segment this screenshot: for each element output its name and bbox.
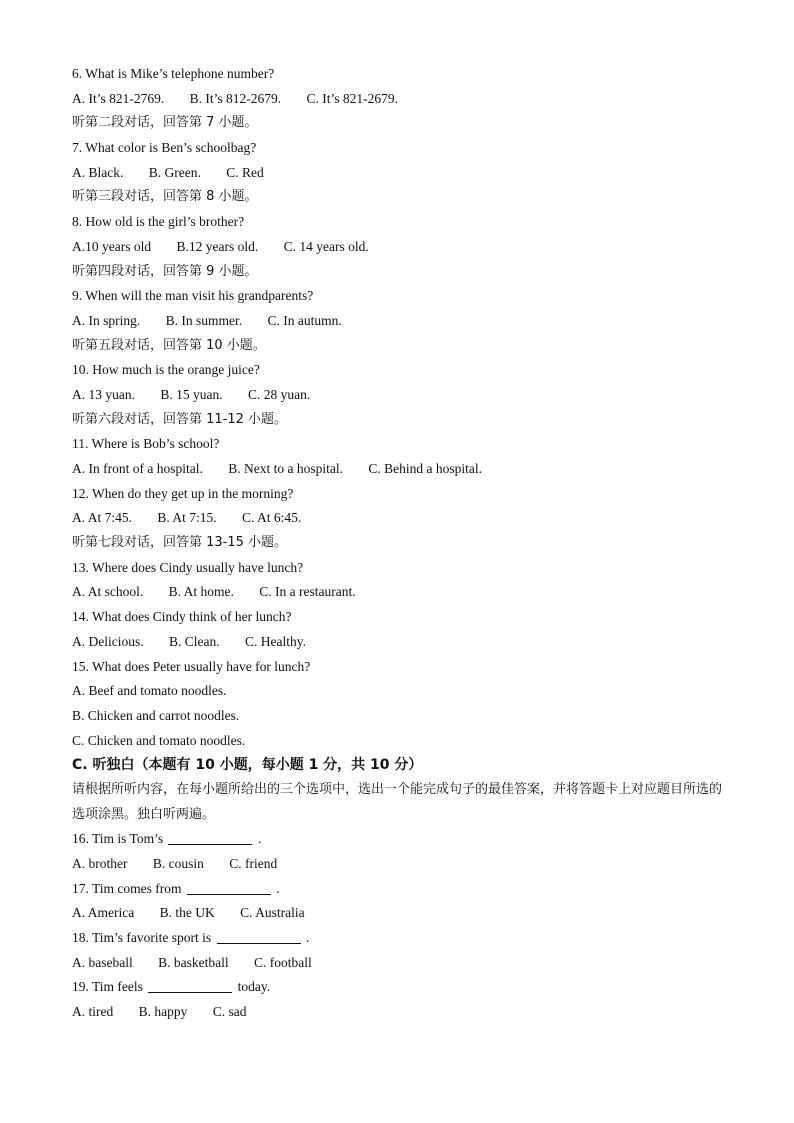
question-8-stem: 8. How old is the girl’s brother?	[72, 214, 245, 230]
option-c: C. In a restaurant.	[259, 584, 356, 600]
option-b: B. At 7:15.	[157, 510, 217, 526]
option-b: B. It’s 812-2679.	[189, 90, 282, 106]
question-15-stem: 15. What does Peter usually have for lunch?	[72, 658, 311, 674]
option-a: A. Black.	[72, 164, 124, 180]
option-c: C. 28 yuan.	[248, 386, 311, 402]
option-c: C. football	[253, 954, 312, 970]
question-15-option-b: B. Chicken and carrot noodles.	[72, 707, 240, 723]
stem-text: 16. Tim is Tom’s	[72, 831, 164, 847]
question-17-stem	[72, 877, 722, 902]
dialogue-3-intro: 听第三段对话，回答第 8 小题。	[72, 189, 258, 205]
option-c: C. 14 years old.	[283, 238, 369, 254]
section-c-title: C. 听独白（本题有 10 小题，每小题 1 分，共 10 分）	[72, 757, 423, 774]
answer-blank	[187, 880, 271, 895]
option-c: C. Behind a hospital.	[368, 461, 482, 476]
question-6-options	[72, 87, 722, 112]
option-a: A. In spring.	[72, 312, 141, 328]
dialogue-7-intro: 听第七段对话，回答第 13-15 小题。	[72, 535, 288, 551]
question-11-options	[72, 457, 722, 482]
stem-end: .	[276, 880, 280, 896]
section-c-instruction: 请根据所听内容，在每小题所给出的三个选项中，选出一个能完成句子的最佳答案，并将答题卡上对应题目所选的选项涂黑。独白听两遍。	[72, 781, 723, 822]
option-b: B. basketball	[158, 954, 229, 970]
option-b: B. Next to a hospital.	[228, 461, 343, 476]
question-9-options	[72, 309, 722, 334]
answer-blank	[168, 830, 252, 845]
option-c: C. At 6:45.	[242, 510, 302, 526]
question-16-options	[72, 852, 722, 877]
stem-end: today.	[237, 979, 271, 995]
option-b: B. happy	[138, 1004, 188, 1020]
question-11-stem: 11. Where is Bob’s school?	[72, 436, 220, 452]
answer-blank	[148, 978, 232, 993]
question-12-stem: 12. When do they get up in the morning?	[72, 485, 294, 501]
option-b: B. Green.	[148, 164, 201, 180]
question-17-options	[72, 901, 722, 926]
question-13-options	[72, 580, 722, 605]
question-10-options	[72, 383, 722, 408]
question-13-stem: 13. Where does Cindy usually have lunch?	[72, 559, 304, 575]
option-b: B. the UK	[159, 905, 215, 921]
question-10-stem: 10. How much is the orange juice?	[72, 362, 260, 378]
option-b: B. In summer.	[165, 312, 243, 328]
dialogue-2-intro: 听第二段对话，回答第 7 小题。	[72, 115, 258, 131]
question-14-options	[72, 630, 722, 655]
option-b: B. Clean.	[169, 633, 220, 649]
stem-end: .	[257, 831, 262, 847]
question-15-option-a: A. Beef and tomato noodles.	[72, 683, 227, 699]
option-a: A. 13 yuan.	[72, 386, 135, 402]
question-8-options	[72, 235, 722, 260]
option-c: C. In autumn.	[267, 312, 342, 328]
option-a: A. Delicious.	[72, 633, 144, 649]
question-19-options	[72, 1000, 722, 1025]
option-b: B.12 years old.	[176, 238, 259, 254]
option-c: C. Australia	[240, 905, 305, 921]
option-a: A. At school.	[72, 584, 144, 600]
option-a: A. baseball	[72, 954, 133, 970]
question-15-option-c: C. Chicken and tomato noodles.	[72, 732, 246, 748]
stem-text: 17. Tim comes from	[72, 880, 182, 896]
dialogue-4-intro: 听第四段对话，回答第 9 小题。	[72, 263, 258, 279]
option-a: A. America	[72, 905, 135, 921]
question-18-options	[72, 951, 722, 976]
option-a: A.10 years old	[72, 238, 152, 254]
option-a: A. brother	[72, 856, 128, 872]
question-18-stem	[72, 926, 722, 951]
option-c: C. friend	[229, 856, 278, 872]
dialogue-6-intro: 听第六段对话，回答第 11-12 小题。	[72, 411, 288, 427]
question-7-options	[72, 161, 722, 186]
question-16-stem	[72, 827, 722, 852]
question-19-stem	[72, 975, 722, 1000]
option-b: B. At home.	[168, 584, 234, 600]
stem-text: 19. Tim feels	[72, 979, 143, 995]
option-c: C. Red	[226, 164, 264, 180]
question-7-stem: 7. What color is Ben’s schoolbag?	[72, 140, 257, 156]
stem-text: 18. Tim’s favorite sport is	[72, 930, 212, 946]
option-a: A. At 7:45.	[72, 510, 133, 526]
question-12-options	[72, 506, 722, 531]
option-a: A. It’s 821-2769.	[72, 90, 165, 106]
option-c: C. sad	[212, 1004, 247, 1020]
answer-blank	[217, 929, 301, 944]
option-b: B. cousin	[152, 856, 204, 872]
question-6-stem: 6. What is Mike’s telephone number?	[72, 66, 275, 81]
option-c: C. Healthy.	[245, 633, 306, 649]
question-9-stem: 9. When will the man visit his grandparents?	[72, 288, 314, 304]
option-a: A. tired	[72, 1004, 114, 1020]
option-c: C. It’s 821-2679.	[306, 90, 399, 106]
stem-end: .	[305, 930, 310, 946]
dialogue-5-intro: 听第五段对话，回答第 10 小题。	[72, 337, 266, 353]
option-b: B. 15 yuan.	[160, 386, 223, 402]
option-a: A. In front of a hospital.	[72, 461, 203, 476]
question-14-stem: 14. What does Cindy think of her lunch?	[72, 609, 292, 625]
